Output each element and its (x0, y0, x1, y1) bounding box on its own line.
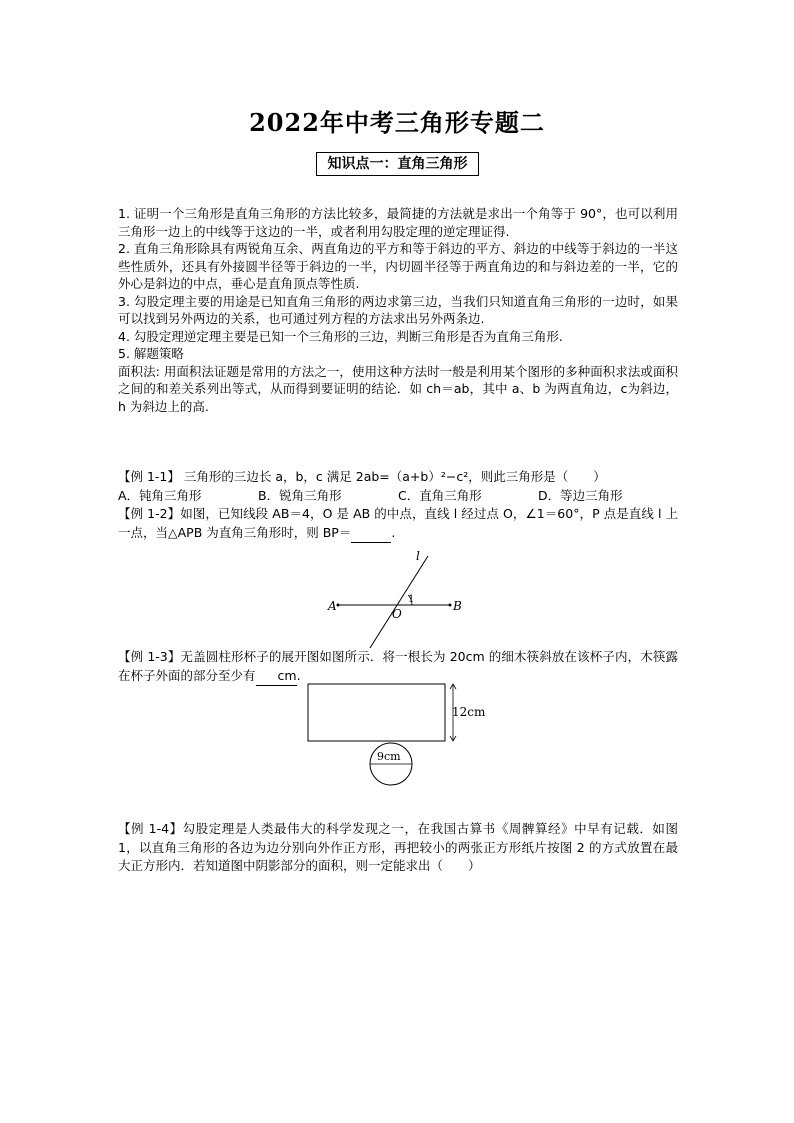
example-1-1-options (118, 487, 678, 506)
point-1: 1. 证明一个三角形是直角三角形的方法比较多，最简捷的方法就是求出一个角等于 90°，也可以利用三角形一边上的中线等于这边的一半，或者利用勾股定理的逆定理证得. (118, 206, 678, 239)
answer-blank (351, 524, 391, 544)
example-1-2-text: 【例 1-2】如图，已知线段 AB＝4，O 是 AB 的中点，直线 l 经过点 O，∠1＝60°，P 点是直线 l 上一点，当△APB 为直角三角形时，则 BP＝ (118, 506, 678, 540)
example-1-2-question (118, 505, 678, 543)
point-a (337, 604, 340, 607)
line-l (370, 556, 428, 648)
example-1-3-end: . (296, 667, 301, 683)
example-1-1 (118, 468, 678, 505)
figure-cup-net (300, 680, 500, 790)
answer-blank (256, 667, 278, 687)
area-method: 面积法: 用面积法证题是常用的方法之一，使用这种方法时一般是利用某个图形的多种面积求法或面积之间的和差关系列出等式，从而得到要证明的结论．如 ch＝ab，其中 a、b 为两直角边，c为斜边，h 为斜边上的高. (118, 363, 678, 414)
label-b: B (453, 599, 462, 613)
knowledge-points (118, 205, 678, 415)
option-c: C．直角三角形 (398, 487, 482, 503)
point-2: 2. 直角三角形除具有两锐角互余、两直角边的平方和等于斜边的平方、斜边的中线等于斜边的一半这些性质外，还具有外接圆半径等于斜边的一半，内切圆半径等于两直角边的和与斜边差的一半，它的外心是斜边的中点，垂心是直角顶点等性质. (118, 241, 678, 291)
label-a: A (328, 599, 337, 613)
point-3: 3. 勾股定理主要的用途是已知直角三角形的两边求第三边，当我们只知道直角三角形的一边时，如果可以找到另外两边的关系，也可通过列方程的方法求出另外两条边. (118, 293, 678, 326)
figure-line-ab (320, 548, 470, 650)
example-1-1-question: 【例 1-1】 三角形的三边长 a，b，c 满足 2ab=（a+b）²−c²，则此三角形是（ ） (118, 469, 606, 484)
option-a: A．钝角三角形 (118, 487, 202, 503)
option-d: D．等边三角形 (538, 487, 623, 503)
example-1-3-text: 【例 1-3】无盖圆柱形杯子的展开图如图所示．将一根长为 20cm 的细木筷斜放在该杯子内，木筷露在杯子外面的部分至少有 (118, 649, 678, 683)
answer-unit: cm (278, 667, 297, 687)
point-4: 4. 勾股定理逆定理主要是已知一个三角形的三边，判断三角形是否为直角三角形. (118, 328, 563, 344)
point-b (449, 604, 452, 607)
example-1-2 (118, 505, 678, 543)
section-heading: 知识点一：直角三角形 (316, 152, 479, 176)
document-title: 2022年中考三角形专题二 (249, 108, 545, 137)
label-o: O (392, 607, 402, 621)
example-1-4-question: 【例 1-4】勾股定理是人类最伟大的科学发现之一，在我国古算书《周髀算经》中早有记载．如图 1，以直角三角形的各边为边分别向外作正方形，再把较小的两张正方形纸片按图 2 的方式放置在最大正方形内．若知道图中阴影部分的面积，则一定能求出（ ） (118, 821, 678, 873)
label-angle-1: 1 (408, 594, 415, 605)
cup-side-rect (308, 684, 445, 741)
option-b: B．锐角三角形 (258, 487, 342, 503)
diameter-label: 9cm (377, 750, 401, 763)
label-l: l (416, 549, 420, 563)
height-label: 12cm (452, 705, 486, 719)
example-1-4 (118, 820, 678, 876)
example-1-2-end: . (391, 524, 396, 540)
point-5: 5. 解题策略 (118, 346, 184, 361)
